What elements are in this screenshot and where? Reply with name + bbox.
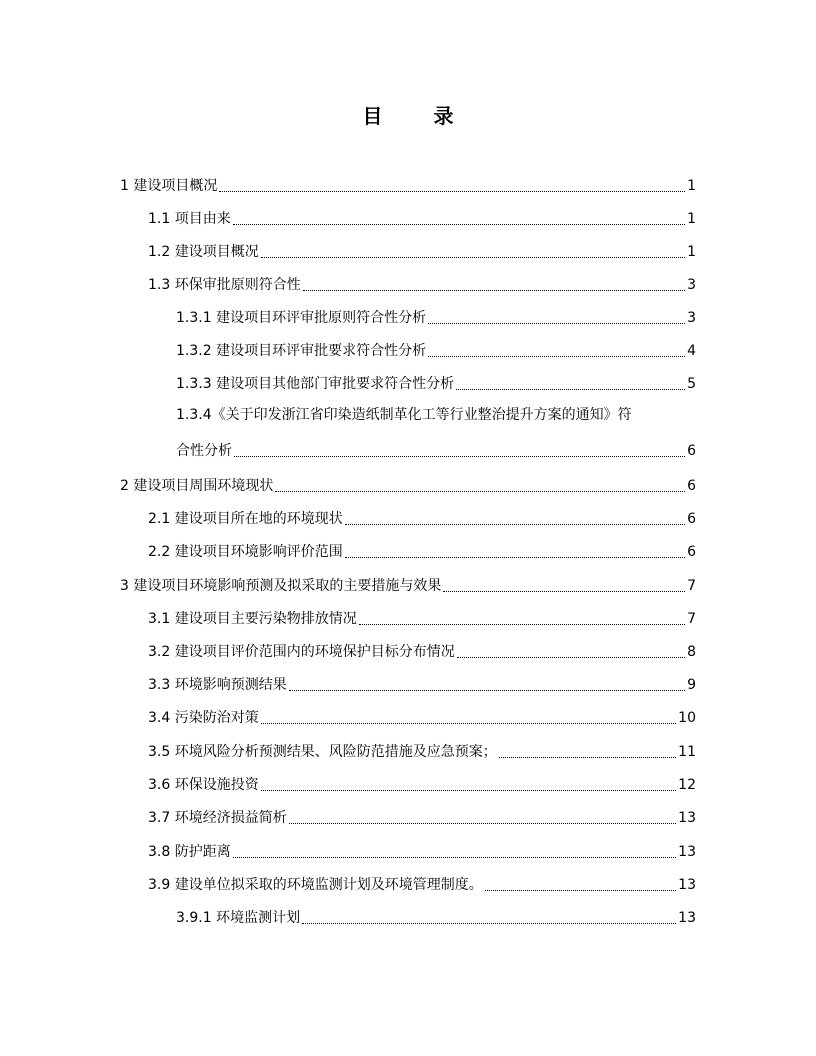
toc-entry-text: 1.2 建设项目概况 bbox=[148, 244, 259, 260]
toc-entry-text: 合性分析 bbox=[176, 443, 232, 459]
toc-leader-dots bbox=[428, 355, 685, 357]
toc-entry-text: 3.5 环境风险分析预测结果、风险防范措施及应急预案； bbox=[148, 744, 497, 760]
toc-leader-dots bbox=[233, 856, 676, 858]
toc-page-number: 7 bbox=[687, 611, 696, 627]
toc-page-number: 6 bbox=[687, 544, 696, 560]
toc-entry-3-7[interactable] bbox=[148, 806, 696, 828]
toc-page-number: 13 bbox=[678, 877, 696, 893]
toc-entry-text: 2.1 建设项目所在地的环境现状 bbox=[148, 511, 343, 527]
toc-page-number: 1 bbox=[687, 178, 696, 194]
toc-page-number: 1 bbox=[687, 211, 696, 227]
toc-entry-1-3-3[interactable] bbox=[176, 372, 696, 394]
toc-entry-text: 3.6 环保设施投资 bbox=[148, 777, 259, 793]
toc-entry-text: 1.3.3 建设项目其他部门审批要求符合性分析 bbox=[176, 376, 455, 392]
toc-entry-1-2[interactable] bbox=[148, 240, 696, 262]
toc-entry-1[interactable] bbox=[120, 174, 696, 196]
toc-entry-3-9-1[interactable] bbox=[176, 906, 696, 928]
toc-entry-3-9[interactable] bbox=[148, 873, 696, 895]
toc-leader-dots bbox=[457, 656, 685, 658]
toc-leader-dots bbox=[443, 590, 685, 592]
toc-leader-dots bbox=[303, 289, 685, 291]
toc-entry-3-5[interactable] bbox=[148, 740, 696, 762]
toc-leader-dots bbox=[261, 256, 685, 258]
toc-entry-1-3-4-line1[interactable]: 1.3.4《关于印发浙江省印染造纸制革化工等行业整治提升方案的通知》符 bbox=[176, 407, 632, 423]
toc-entry-text: 3.2 建设项目评价范围内的环境保护目标分布情况 bbox=[148, 644, 455, 660]
toc-entry-3-6[interactable] bbox=[148, 773, 696, 795]
toc-entry-text: 1.3.2 建设项目环评审批要求符合性分析 bbox=[176, 343, 427, 359]
toc-page-number: 8 bbox=[687, 644, 696, 660]
toc-leader-dots bbox=[261, 722, 676, 724]
toc-page-number: 6 bbox=[687, 443, 696, 459]
toc-leader-dots bbox=[289, 689, 685, 691]
toc-entry-text: 1.3.1 建设项目环评审批原则符合性分析 bbox=[176, 310, 427, 326]
toc-entry-3[interactable] bbox=[120, 574, 696, 596]
toc-entry-text: 3.4 污染防治对策 bbox=[148, 710, 259, 726]
toc-page-number: 9 bbox=[687, 677, 696, 693]
toc-entry-text: 2.2 建设项目环境影响评价范围 bbox=[148, 544, 343, 560]
toc-leader-dots bbox=[428, 322, 685, 324]
toc-leader-dots bbox=[302, 922, 676, 924]
toc-leader-dots bbox=[345, 556, 685, 558]
toc-entry-3-3[interactable] bbox=[148, 673, 696, 695]
toc-entry-text: 3.3 环境影响预测结果 bbox=[148, 677, 287, 693]
toc-entry-text: 3.8 防护距离 bbox=[148, 844, 231, 860]
toc-entry-text: 3.9 建设单位拟采取的环境监测计划及环境管理制度。 bbox=[148, 877, 483, 893]
toc-page-number: 3 bbox=[687, 310, 696, 326]
toc-page-number: 4 bbox=[687, 343, 696, 359]
toc-page-number: 13 bbox=[678, 844, 696, 860]
toc-page-number: 6 bbox=[687, 478, 696, 494]
toc-entry-text: 3.7 环境经济损益简析 bbox=[148, 810, 287, 826]
toc-page-number: 10 bbox=[678, 710, 696, 726]
toc-leader-dots bbox=[234, 455, 685, 457]
toc-leader-dots bbox=[275, 490, 685, 492]
toc-page-number: 13 bbox=[678, 810, 696, 826]
toc-entry-3-8[interactable] bbox=[148, 840, 696, 862]
toc-leader-dots bbox=[261, 789, 676, 791]
toc-page-number: 5 bbox=[687, 376, 696, 392]
toc-page-number: 7 bbox=[687, 578, 696, 594]
toc-entry-text: 1.3 环保审批原则符合性 bbox=[148, 277, 301, 293]
toc-entry-text: 3.9.1 环境监测计划 bbox=[176, 910, 301, 926]
toc-title: 目 录 bbox=[362, 104, 476, 128]
toc-entry-3-1[interactable] bbox=[148, 607, 696, 629]
toc-page-number: 13 bbox=[678, 910, 696, 926]
toc-page-number: 11 bbox=[678, 744, 696, 760]
toc-entry-1-3-4[interactable] bbox=[176, 439, 696, 461]
toc-page-number: 3 bbox=[687, 277, 696, 293]
toc-entry-text: 2 建设项目周围环境现状 bbox=[120, 478, 274, 494]
toc-leader-dots bbox=[219, 190, 685, 192]
toc-entry-2-2[interactable] bbox=[148, 540, 696, 562]
toc-leader-dots bbox=[289, 822, 676, 824]
toc-entry-text: 3 建设项目环境影响预测及拟采取的主要措施与效果 bbox=[120, 578, 442, 594]
toc-entry-2[interactable] bbox=[120, 474, 696, 496]
toc-entry-text: 1 建设项目概况 bbox=[120, 178, 218, 194]
toc-page-number: 12 bbox=[678, 777, 696, 793]
toc-entry-1-1[interactable] bbox=[148, 207, 696, 229]
toc-entry-3-2[interactable] bbox=[148, 640, 696, 662]
toc-page-number: 6 bbox=[687, 511, 696, 527]
toc-entry-text: 3.1 建设项目主要污染物排放情况 bbox=[148, 611, 357, 627]
toc-entry-1-3-1[interactable] bbox=[176, 306, 696, 328]
toc-entry-text: 1.1 项目由来 bbox=[148, 211, 231, 227]
toc-entry-2-1[interactable] bbox=[148, 507, 696, 529]
toc-leader-dots bbox=[345, 523, 685, 525]
toc-leader-dots bbox=[456, 388, 685, 390]
toc-leader-dots bbox=[485, 889, 676, 891]
toc-entry-3-4[interactable] bbox=[148, 706, 696, 728]
toc-leader-dots bbox=[499, 756, 676, 758]
toc-entry-1-3-2[interactable] bbox=[176, 339, 696, 361]
toc-entry-1-3[interactable] bbox=[148, 273, 696, 295]
toc-page-number: 1 bbox=[687, 244, 696, 260]
toc-leader-dots bbox=[233, 223, 685, 225]
toc-leader-dots bbox=[359, 623, 685, 625]
